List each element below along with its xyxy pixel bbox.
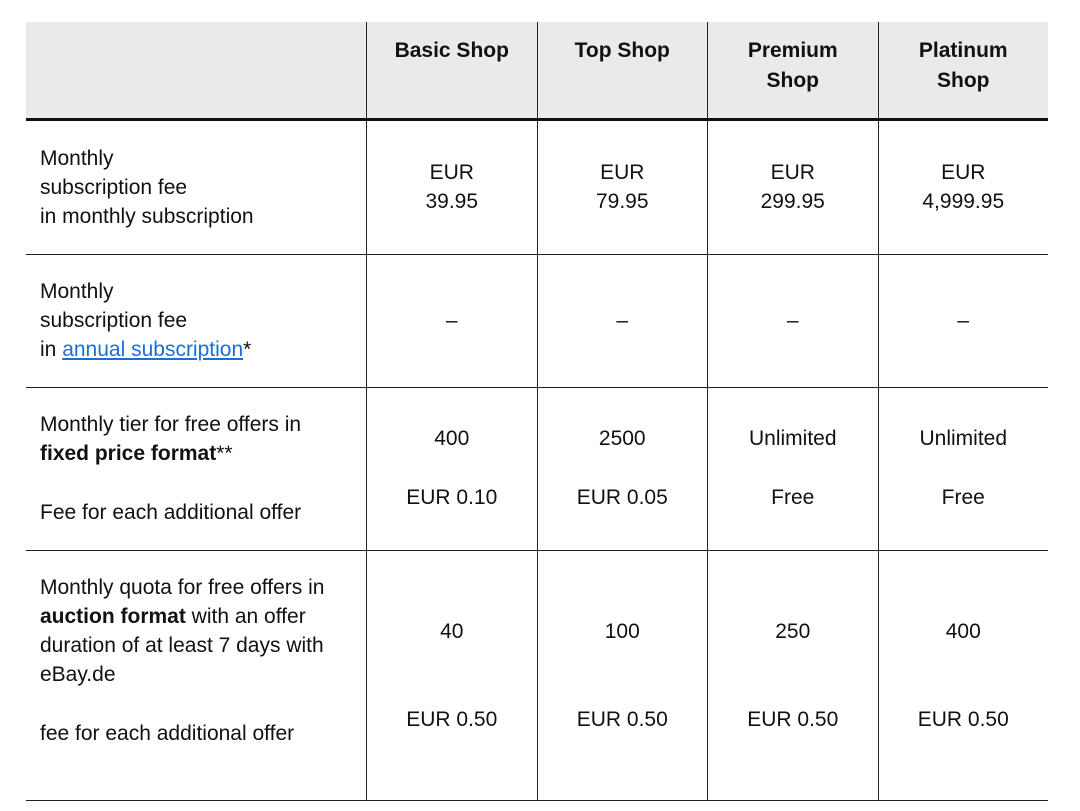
table-row-monthly-fee bbox=[26, 121, 1048, 255]
table-cell: 100 EUR 0.50 bbox=[537, 551, 708, 800]
table-row-annual-fee bbox=[26, 255, 1048, 388]
header-basic-shop: Basic Shop bbox=[366, 22, 537, 118]
row-label: Monthly subscription fee in annual subscription* bbox=[40, 280, 252, 361]
header-platinum-shop: Platinum Shop bbox=[878, 22, 1049, 118]
row-label: Monthly quota for free offers in auction format with an offer duration of at least 7 days with eBay.de fee for each additional offer bbox=[40, 576, 325, 745]
header-top-shop: Top Shop bbox=[537, 22, 708, 118]
table-cell: 400 EUR 0.50 bbox=[878, 551, 1049, 800]
table-cell: 250 EUR 0.50 bbox=[707, 551, 878, 800]
table-cell: – bbox=[707, 255, 878, 387]
table-header-row bbox=[26, 22, 1048, 121]
table-cell: Unlimited Free bbox=[878, 388, 1049, 550]
table-cell: 2500 EUR 0.05 bbox=[537, 388, 708, 550]
table-cell: – bbox=[537, 255, 708, 387]
table-cell: Unlimited Free bbox=[707, 388, 878, 550]
annual-subscription-link[interactable]: annual subscription bbox=[62, 338, 244, 361]
table-cell: – bbox=[366, 255, 537, 387]
table-cell: EUR 299.95 bbox=[707, 121, 878, 254]
table-row-fixed-price bbox=[26, 388, 1048, 551]
header-empty-cell bbox=[26, 22, 366, 118]
table-cell: EUR 79.95 bbox=[537, 121, 708, 254]
table-cell: – bbox=[878, 255, 1049, 387]
table-row-auction bbox=[26, 551, 1048, 801]
row-label: Monthly tier for free offers in fixed price format** Fee for each additional offer bbox=[40, 413, 302, 524]
table-cell: EUR 39.95 bbox=[366, 121, 537, 254]
header-premium-shop: Premium Shop bbox=[707, 22, 878, 118]
row-label: Monthly subscription fee in monthly subscription bbox=[40, 147, 254, 228]
table-cell: 40 EUR 0.50 bbox=[366, 551, 537, 800]
pricing-table bbox=[26, 22, 1048, 801]
table-cell: 400 EUR 0.10 bbox=[366, 388, 537, 550]
table-cell: EUR 4,999.95 bbox=[878, 121, 1049, 254]
